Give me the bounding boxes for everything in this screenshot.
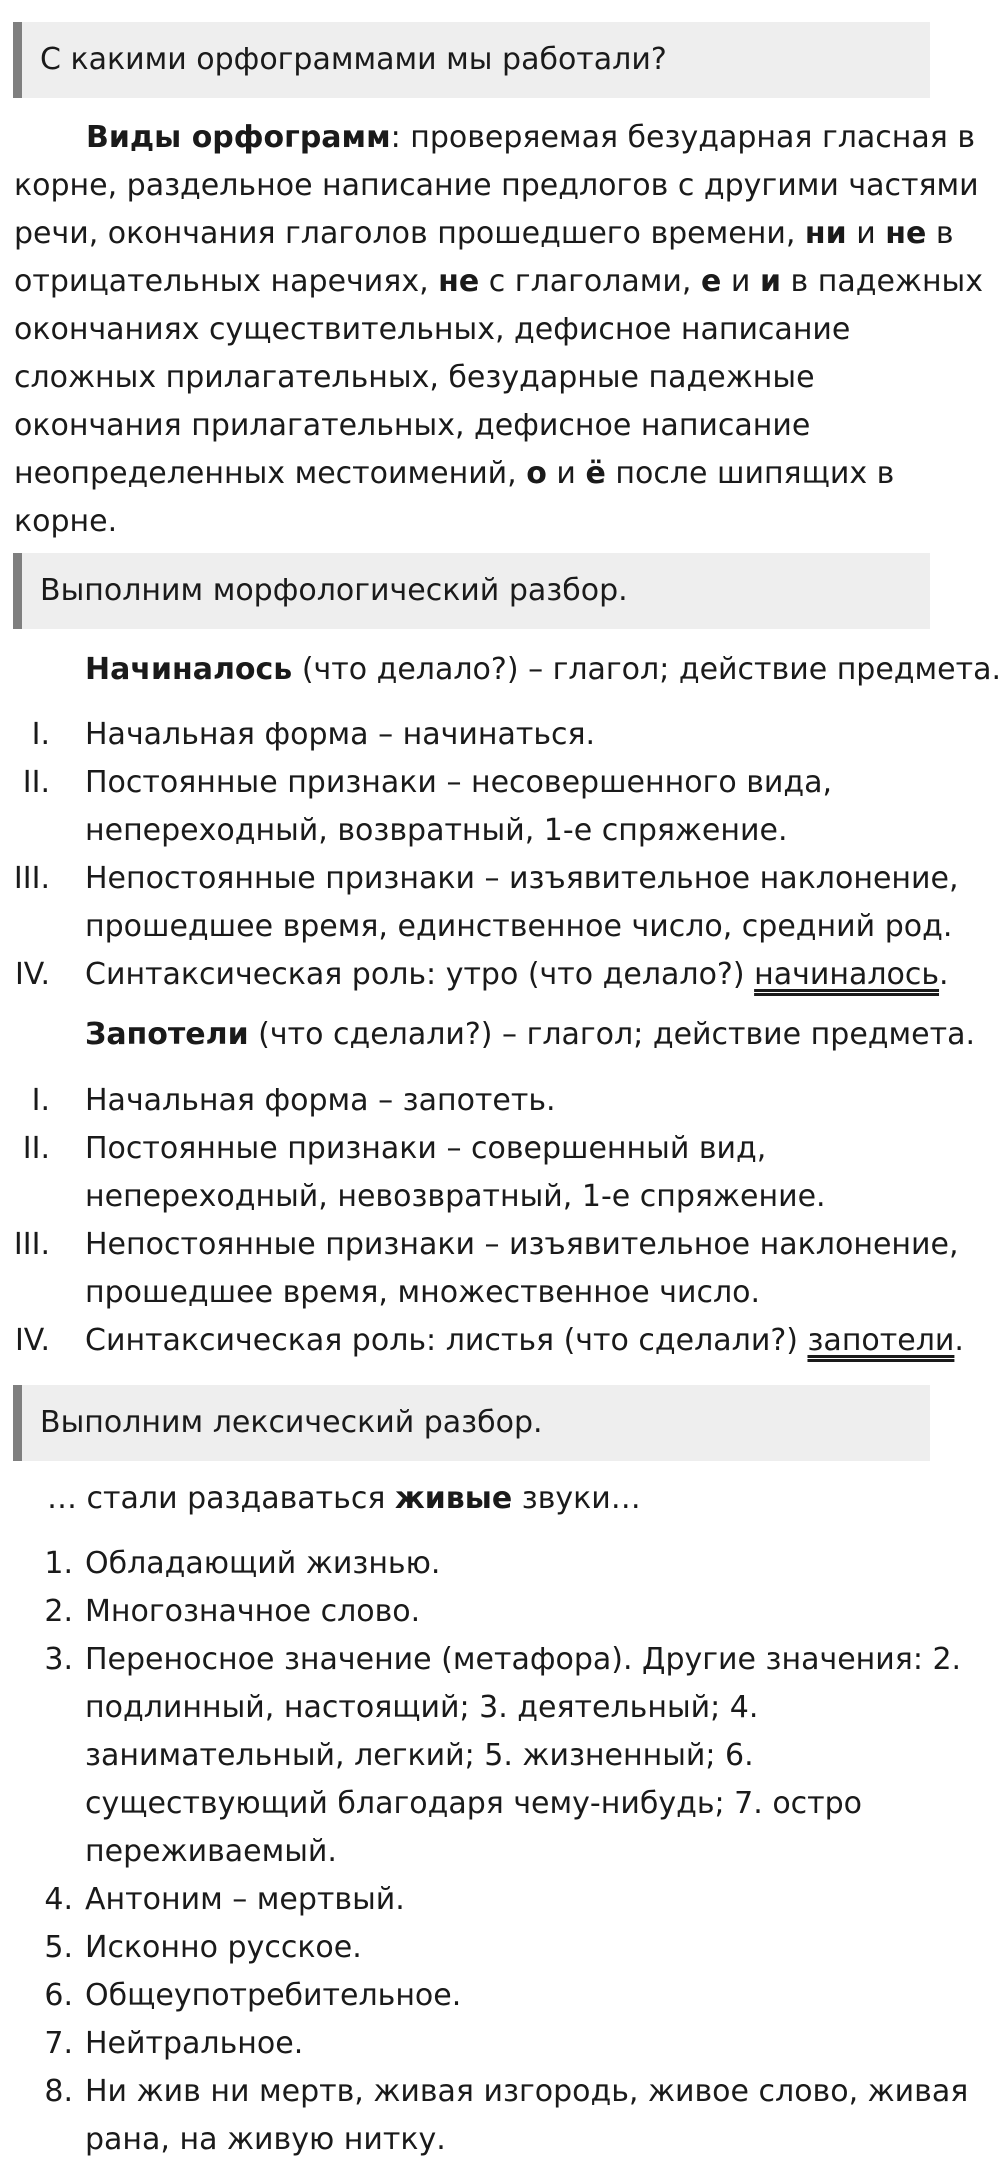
word-heading-bold: Запотели — [85, 1017, 249, 1052]
text-run: . — [954, 1323, 964, 1358]
list-item-line: Исконно русское. — [85, 1930, 362, 1965]
list-item-line: подлинный, настоящий; 3. деятельный; 4. — [85, 1690, 759, 1725]
syntax-role-text: Синтаксическая роль: утро (что делало?) — [85, 957, 755, 992]
word-heading-nachinalos — [85, 646, 1001, 694]
paragraph-line — [14, 306, 934, 354]
list-item-line: прошедшее время, множественное число. — [85, 1275, 761, 1310]
list-item-line: существующий благодаря чему-нибудь; 7. остро — [85, 1786, 863, 1821]
list-number: 2. — [44, 1594, 73, 1629]
word-heading-rest: (что делало?) – глагол; действие предмета. — [292, 652, 1001, 687]
predicate-underlined: запотели — [807, 1323, 955, 1358]
orthograms-paragraph — [14, 114, 983, 546]
list-item-line: Непостоянные признаки – изъявительное наклонение, — [85, 861, 959, 896]
word-heading-rest: (что сделали?) – глагол; действие предмета. — [248, 1017, 976, 1052]
list-item-line: Обладающий жизнью. — [85, 1546, 441, 1581]
bold-term: не — [438, 264, 480, 299]
list-number: III. — [13, 1227, 50, 1262]
bold-term: е — [701, 264, 722, 299]
list-item-line — [85, 1317, 964, 1365]
section-header-text: Выполним морфологический разбор. — [40, 573, 628, 608]
list-number: II. — [22, 1131, 50, 1166]
quote-post: звуки… — [512, 1481, 641, 1516]
lexical-quote — [47, 1475, 641, 1523]
paragraph-line — [14, 258, 983, 306]
section-header-text: С какими орфограммами мы работали? — [40, 42, 667, 77]
list-number: II. — [22, 765, 50, 800]
paragraph-line — [14, 114, 976, 162]
list-number: 1. — [44, 1546, 73, 1581]
text-run: с глаголами, — [479, 264, 701, 299]
list-item-line — [85, 951, 949, 999]
bold-term: и — [759, 264, 781, 299]
list-item-line: Переносное значение (метафора). Другие значения: 2. — [85, 1642, 962, 1677]
section-header-text: Выполним лексический разбор. — [40, 1405, 543, 1440]
section-header-orthograms — [13, 22, 930, 98]
word-heading-bold: Начиналось — [85, 652, 293, 687]
paragraph-line — [14, 354, 934, 402]
text-run: отрицательных наречиях, — [14, 264, 439, 299]
paragraph-line — [14, 402, 934, 450]
quote-bold-word: живые — [394, 1481, 513, 1516]
text-run: после шипящих в — [605, 456, 895, 491]
paragraph-line — [14, 210, 954, 258]
text-run: неопределенных местоимений, — [14, 456, 527, 491]
text-run: и — [721, 264, 760, 299]
text-run: : проверяемая безударная гласная в — [390, 120, 976, 155]
list-item-line: Нейтральное. — [85, 2026, 304, 2061]
text-run: сложных прилагательных, безударные падежные — [14, 360, 815, 395]
list-number: 4. — [44, 1882, 73, 1917]
quote-pre: … стали раздаваться — [47, 1481, 395, 1516]
list-item-line: Ни жив ни мертв, живая изгородь, живое слово, живая — [85, 2074, 969, 2109]
text-run: и — [546, 456, 586, 491]
list-item-line: переживаемый. — [85, 1834, 337, 1869]
text-run: в — [926, 216, 954, 251]
paragraph-line — [14, 450, 934, 498]
list-item-line: Непостоянные признаки – изъявительное наклонение, — [85, 1227, 959, 1262]
list-item-line: Начальная форма – начинаться. — [85, 717, 596, 752]
text-run: корне. — [14, 504, 118, 539]
section-header-lexical — [13, 1385, 930, 1461]
text-run: окончания прилагательных, дефисное написание — [14, 408, 811, 443]
list-item-line: Постоянные признаки – совершенный вид, — [85, 1131, 767, 1166]
text-run: речи, окончания глаголов прошедшего времени, — [14, 216, 805, 251]
list-item-line: непереходный, невозвратный, 1-е спряжение. — [85, 1179, 826, 1214]
text-run: . — [939, 957, 949, 992]
text-run: в падежных — [780, 264, 983, 299]
predicate-underlined: начиналось — [754, 957, 940, 992]
bold-term: Виды орфограмм — [86, 120, 391, 155]
list-item-line: Антоним – мертвый. — [85, 1882, 405, 1917]
list-item-line: Постоянные признаки – несовершенного вида, — [85, 765, 833, 800]
bold-term: о — [526, 456, 547, 491]
list-number: 7. — [44, 2026, 73, 2061]
syntax-role-text: Синтаксическая роль: листья (что сделали?) — [85, 1323, 808, 1358]
bold-term: ё — [585, 456, 606, 491]
list-number: I. — [31, 1083, 50, 1118]
list-number: IV. — [14, 957, 50, 992]
list-item-line: рана, на живую нитку. — [85, 2122, 446, 2157]
list-number: 3. — [44, 1642, 73, 1677]
word-heading-zapoteli — [85, 1011, 975, 1059]
list-item-line: прошедшее время, единственное число, средний род. — [85, 909, 953, 944]
list-number: 8. — [44, 2074, 73, 2109]
list-number: I. — [31, 717, 50, 752]
bold-term: не — [885, 216, 927, 251]
paragraph-line — [14, 162, 979, 210]
list-number: 6. — [44, 1978, 73, 2013]
text-run: окончаниях существительных, дефисное написание — [14, 312, 851, 347]
text-run: и — [846, 216, 886, 251]
section-header-morphology — [13, 553, 930, 629]
list-item-line: Общеупотребительное. — [85, 1978, 462, 2013]
text-run: корне, раздельное написание предлогов с другими частями — [14, 168, 979, 203]
list-item-line: непереходный, возвратный, 1-е спряжение. — [85, 813, 788, 848]
list-item-line: Начальная форма – запотеть. — [85, 1083, 556, 1118]
list-number: III. — [13, 861, 50, 896]
list-number: 5. — [44, 1930, 73, 1965]
paragraph-line — [14, 498, 934, 546]
list-item-line: Многозначное слово. — [85, 1594, 421, 1629]
list-item-line: занимательный, легкий; 5. жизненный; 6. — [85, 1738, 754, 1773]
bold-term: ни — [804, 216, 847, 251]
list-number: IV. — [14, 1323, 50, 1358]
